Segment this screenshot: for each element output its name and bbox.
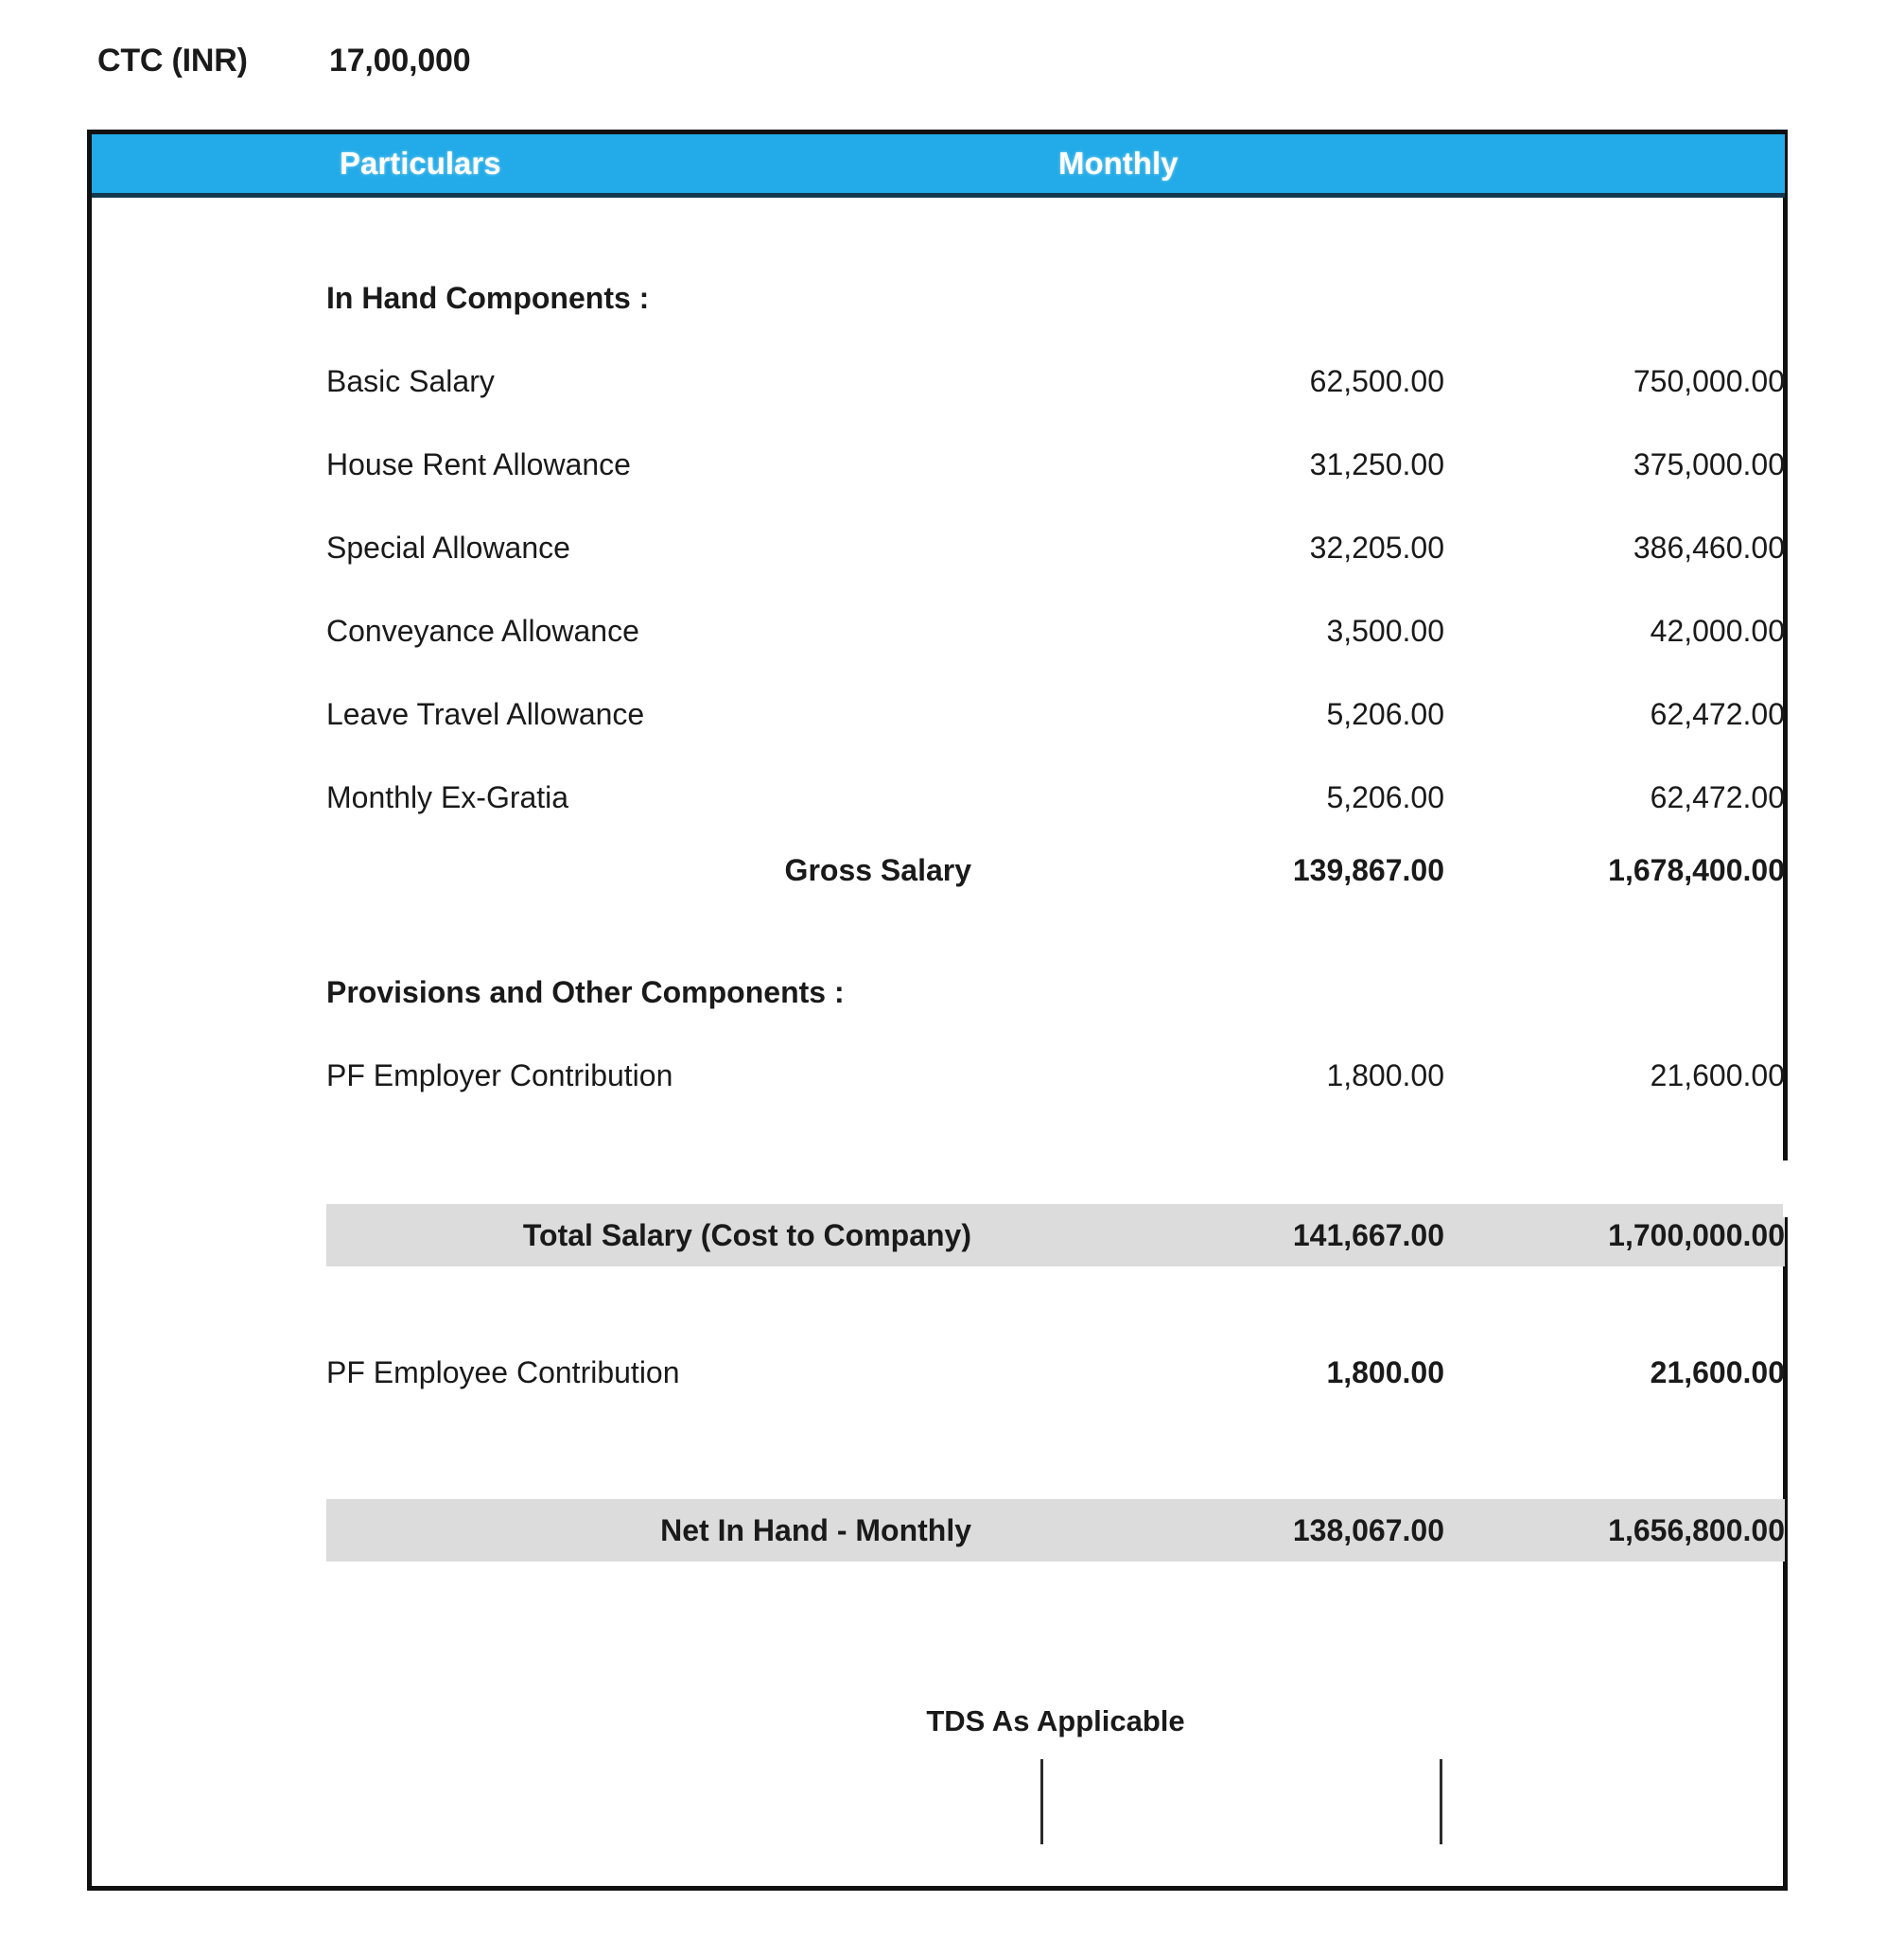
row-annual-monthly-ex-gratia: 62,472.00 (1650, 779, 1785, 814)
row-label-conveyance-allowance: Conveyance Allowance (326, 613, 639, 648)
table-header-row (92, 134, 1785, 196)
row-label-leave-travel-allowance: Leave Travel Allowance (326, 696, 645, 731)
gutter-cell (92, 506, 326, 589)
row-label-house-rent-allowance: House Rent Allowance (326, 446, 631, 481)
row-monthly-house-rent-allowance: 31,250.00 (1309, 446, 1444, 481)
footer-row-tds (92, 1562, 1785, 1886)
row-annual-gross-salary: 1,678,400.00 (1608, 852, 1785, 887)
header-monthly: Monthly (1045, 134, 1444, 196)
row-label-gross-salary: Gross Salary (784, 852, 971, 887)
gutter-cell (92, 340, 326, 423)
section-heading-in-hand (92, 256, 1785, 340)
row-label-pf-employer-contribution: PF Employer Contribution (326, 1057, 673, 1092)
row-monthly-gross-salary: 139,867.00 (1292, 852, 1444, 887)
gutter-cell (92, 196, 326, 257)
row-monthly-leave-travel-allowance: 5,206.00 (1326, 696, 1444, 731)
spacer-label (326, 901, 1045, 951)
spacer-row (92, 1266, 1785, 1327)
in-hand-components-title: In Hand Components : (326, 280, 650, 315)
row-monthly-pf-employer-contribution: 1,800.00 (1326, 1057, 1444, 1092)
ctc-label: CTC (INR) (97, 42, 248, 79)
spacer-annual (1444, 1266, 1785, 1327)
table-row (92, 506, 1785, 589)
spacer-monthly (1045, 196, 1444, 257)
table-row (92, 756, 1785, 839)
row-monthly-basic-salary: 62,500.00 (1309, 363, 1444, 398)
gutter-cell (92, 1327, 326, 1418)
spacer-monthly (1045, 1418, 1444, 1499)
row-monthly-special-allowance: 32,205.00 (1309, 530, 1444, 565)
total-row-cost-to-company (92, 1204, 1785, 1266)
row-monthly-net-in-hand: 138,067.00 (1045, 1499, 1444, 1562)
total-row-net-in-hand (92, 1499, 1785, 1562)
border-notch-artifact (1783, 1160, 1788, 1217)
salary-grid (92, 134, 1785, 1886)
spacer-monthly (1045, 1117, 1444, 1204)
spacer-label (326, 196, 1045, 257)
table-row (92, 672, 1785, 756)
gutter-cell (92, 1204, 326, 1266)
spacer-row (92, 1117, 1785, 1204)
row-label-basic-salary: Basic Salary (326, 363, 495, 398)
gutter-cell (92, 1562, 326, 1886)
row-annual-leave-travel-allowance: 62,472.00 (1650, 696, 1785, 731)
header-annual (1444, 134, 1785, 196)
spacer-monthly (1045, 901, 1444, 951)
gutter-cell (92, 1499, 326, 1562)
provisions-title-annual (1444, 951, 1785, 1034)
tds-note: TDS As Applicable (926, 1703, 1185, 1737)
column-divider-stub-annual (1440, 1759, 1442, 1844)
ctc-value: 17,00,000 (329, 42, 471, 79)
spacer-row (92, 1418, 1785, 1499)
row-label-monthly-ex-gratia: Monthly Ex-Gratia (326, 779, 569, 814)
in-hand-title-annual (1444, 256, 1785, 340)
spacer-annual (1444, 1418, 1785, 1499)
table-row (92, 340, 1785, 423)
gutter-cell (92, 951, 326, 1034)
table-row (92, 1327, 1785, 1418)
row-annual-pf-employee-contribution: 21,600.00 (1650, 1354, 1785, 1389)
gutter-cell (92, 1117, 326, 1204)
row-annual-net-in-hand: 1,656,800.00 (1444, 1499, 1785, 1562)
gutter-cell (92, 423, 326, 506)
row-annual-pf-employer-contribution: 21,600.00 (1650, 1057, 1785, 1092)
row-annual-house-rent-allowance: 375,000.00 (1633, 446, 1785, 481)
spacer-label (326, 1266, 1045, 1327)
spacer-label (326, 1418, 1045, 1499)
spacer-label (326, 1117, 1045, 1204)
row-monthly-monthly-ex-gratia: 5,206.00 (1326, 779, 1444, 814)
salary-breakup-table (87, 130, 1788, 1891)
row-monthly-total-salary: 141,667.00 (1045, 1204, 1444, 1266)
row-monthly-conveyance-allowance: 3,500.00 (1326, 613, 1444, 648)
table-row (92, 423, 1785, 506)
gutter-cell (92, 839, 326, 901)
tds-band (326, 1562, 1785, 1886)
table-row (92, 1034, 1785, 1117)
ctc-header (0, 32, 1904, 89)
spacer-monthly (1045, 1266, 1444, 1327)
row-annual-basic-salary: 750,000.00 (1633, 363, 1785, 398)
spacer-row (92, 196, 1785, 257)
spacer-row (92, 901, 1785, 951)
provisions-components-title: Provisions and Other Components : (326, 974, 845, 1009)
gutter-cell (92, 256, 326, 340)
gutter-cell (92, 1418, 326, 1499)
column-divider-stub-monthly (1040, 1759, 1043, 1844)
spacer-annual (1444, 901, 1785, 951)
row-annual-total-salary: 1,700,000.00 (1444, 1204, 1785, 1266)
provisions-title-monthly (1045, 951, 1444, 1034)
total-row-gross-salary (92, 839, 1785, 901)
row-label-pf-employee-contribution: PF Employee Contribution (326, 1354, 680, 1389)
gutter-cell (92, 672, 326, 756)
row-label-net-in-hand: Net In Hand - Monthly (326, 1499, 1045, 1562)
spacer-annual (1444, 196, 1785, 257)
gutter-cell (92, 756, 326, 839)
table-row (92, 589, 1785, 672)
row-annual-conveyance-allowance: 42,000.00 (1650, 613, 1785, 648)
row-label-total-salary: Total Salary (Cost to Company) (326, 1204, 1045, 1266)
in-hand-title-monthly (1045, 256, 1444, 340)
section-heading-provisions (92, 951, 1785, 1034)
gutter-cell (92, 901, 326, 951)
row-annual-special-allowance: 386,460.00 (1633, 530, 1785, 565)
gutter-cell (92, 589, 326, 672)
row-label-special-allowance: Special Allowance (326, 530, 570, 565)
spacer-annual (1444, 1117, 1785, 1204)
header-particulars: Particulars (326, 134, 1045, 196)
gutter-cell (92, 1034, 326, 1117)
gutter-cell (92, 1266, 326, 1327)
header-gutter (92, 134, 326, 196)
row-monthly-pf-employee-contribution: 1,800.00 (1326, 1354, 1444, 1389)
